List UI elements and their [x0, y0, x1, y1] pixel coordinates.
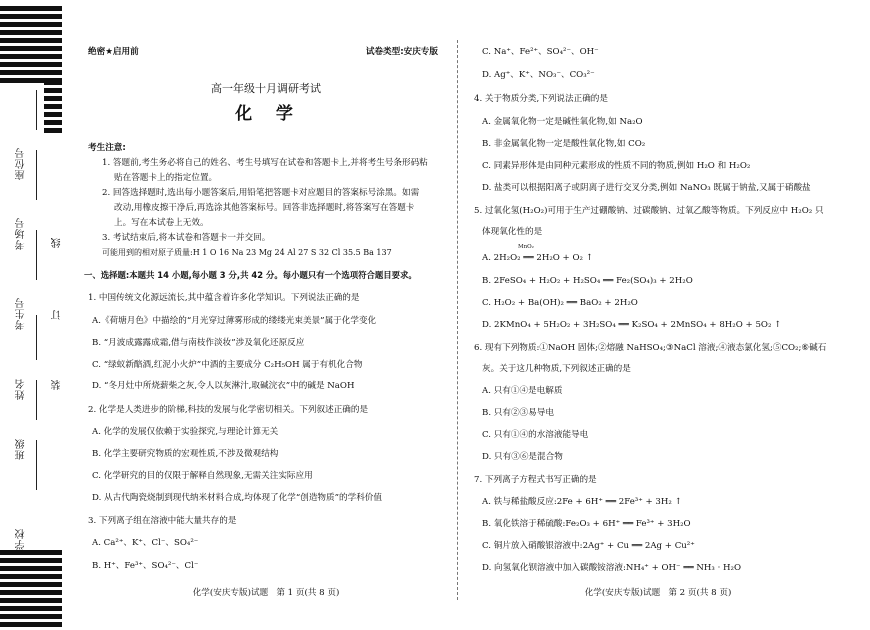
q6-option-a: A. 只有①④是电解质: [482, 386, 563, 396]
q1-option-c: C. “绿蚁新醅酒,红泥小火炉”中酒的主要成分 C₂H₅OH 属于有机化合物: [92, 360, 363, 370]
binding-bar: [0, 62, 62, 67]
q2-option-c: C. 化学研究的目的仅限于解释自然现象,无需关注实际应用: [92, 471, 313, 481]
binding-bar: [0, 558, 62, 563]
field-room-no: 考场号: [16, 217, 27, 250]
q6-option-b: B. 只有②③易导电: [482, 408, 554, 418]
binding-bar: [0, 574, 62, 579]
q3-option-a: A. Ca²⁺、K⁺、Cl⁻、SO₄²⁻: [92, 538, 199, 548]
q5-option-c: C. H₂O₂ + Ba(OH)₂ ══ BaO₂ + 2H₂O: [482, 298, 638, 308]
question-6-stem: 6. 现有下列物质:①NaOH 固体;②熔融 NaHSO₄;③NaCl 溶液;④液态氯化氢;⑤CO₂;⑥碱石: [474, 343, 827, 353]
question-5-stem-cont: 体现氧化性的是: [482, 227, 543, 237]
q4-option-b: B. 非金属氧化物一定是酸性氧化物,如 CO₂: [482, 139, 646, 149]
binding-bar: [44, 104, 62, 109]
binding-bar: [44, 120, 62, 125]
q5-option-b: B. 2FeSO₄ + H₂O₂ + H₂SO₄ ══ Fe₂(SO₄)₃ + 2H₂O: [482, 276, 693, 286]
field-seat-no: 座位号: [16, 147, 27, 180]
q4-option-a: A. 金属氧化物一定是碱性氧化物,如 Na₂O: [482, 117, 643, 127]
note-line: 2. 回答选择题时,选出每小题答案后,用铅笔把答题卡对应题目的答案标号涂黑。如需: [102, 188, 420, 198]
note-line: 改动,用橡皮擦干净后,再选涂其他答案标号。回答非选择题时,将答案写在答题卡: [114, 203, 415, 213]
q1-option-b: B. “月波成露露成霜,借与南枝作淡妆”涉及氧化还原反应: [92, 338, 305, 348]
question-6-stem-cont: 灰。关于这几种物质,下列叙述正确的是: [482, 364, 631, 374]
binding-bar: [0, 70, 62, 75]
q5-option-a: A. 2H₂O₂ ══ 2H₂O + O₂ ↑: [482, 253, 593, 263]
q6-option-c: C. 只有①④的水溶液能导电: [482, 430, 589, 440]
page-2-footer: 化学(安庆专版)试题 第 2 页(共 8 页): [584, 588, 732, 598]
q4-option-d: D. 盐类可以根据阳离子或阴离子进行交叉分类,例如 NaNO₃ 既属于钠盐,又属于硝酸盐: [482, 183, 811, 193]
q2-option-b: B. 化学主要研究物质的宏观性质,不涉及微观结构: [92, 449, 279, 459]
section-one-heading: 一、选择题:本题共 14 小题,每小题 3 分,共 42 分。每小题只有一个选项符合题目要求。: [84, 270, 417, 280]
binding-bar: [0, 54, 62, 59]
q3-option-b: B. H⁺、Fe³⁺、SO₄²⁻、Cl⁻: [92, 561, 199, 571]
q5-catalyst-label: MnO₂: [518, 244, 534, 250]
q7-option-a: A. 铁与稀盐酸反应:2Fe + 6H⁺ ══ 2Fe³⁺ + 3H₂ ↑: [482, 497, 682, 507]
q3-option-d: D. Ag⁺、K⁺、NO₃⁻、CO₃²⁻: [482, 70, 595, 80]
binding-bar: [0, 622, 62, 627]
question-7-stem: 7. 下列离子方程式书写正确的是: [474, 475, 597, 485]
fold-mark-ding: 订: [52, 310, 63, 320]
atomic-masses: 可能用到的相对原子质量:H 1 O 16 Na 23 Mg 24 Al 27 S 32 Cl 35.5 Ba 137: [102, 248, 392, 257]
binding-bar: [0, 46, 62, 51]
notes-title: 考生注意:: [88, 143, 126, 153]
paper-type-label: 试卷类型:安庆专版: [365, 47, 438, 57]
binding-bar: [44, 112, 62, 117]
binding-bar: [0, 30, 62, 35]
q5-option-d: D. 2KMnO₄ + 5H₂O₂ + 3H₂SO₄ ══ K₂SO₄ + 2MnSO₄ + 8H₂O + 5O₂ ↑: [482, 320, 782, 330]
binding-bar: [44, 128, 62, 133]
binding-bar: [44, 88, 62, 93]
field-school: 学校: [16, 528, 27, 550]
binding-bar: [0, 550, 62, 555]
note-line: 1. 答题前,考生务必将自己的姓名、考生号填写在试卷和答题卡上,并将考生号条形码粘: [102, 158, 428, 168]
question-4-stem: 4. 关于物质分类,下列说法正确的是: [474, 94, 608, 104]
binding-bar: [0, 566, 62, 571]
binding-bar: [0, 614, 62, 619]
question-1-stem: 1. 中国传统文化源远流长,其中蕴含着许多化学知识。下列说法正确的是: [88, 293, 360, 303]
fold-mark-zhuang: 装: [52, 380, 63, 390]
note-line: 贴在答题卡上的指定位置。: [114, 173, 218, 183]
page-divider: [457, 40, 458, 600]
question-3-stem: 3. 下列离子组在溶液中能大量共存的是: [88, 516, 237, 526]
subject-title: 化 学: [235, 104, 297, 124]
question-2-stem: 2. 化学是人类进步的阶梯,科技的发展与化学密切相关。下列叙述正确的是: [88, 405, 369, 415]
q7-option-b: B. 氧化铁溶于稀硫酸:Fe₂O₃ + 6H⁺ ══ Fe³⁺ + 3H₂O: [482, 519, 691, 529]
q1-option-a: A.《荷塘月色》中描绘的“月光穿过薄雾形成的缕缕光束美景”属于化学变化: [92, 316, 377, 326]
binding-bar: [44, 96, 62, 101]
binding-bar: [0, 606, 62, 611]
note-line: 上。写在本试卷上无效。: [114, 218, 209, 228]
binding-bar: [0, 590, 62, 595]
secret-label: 绝密★启用前: [88, 47, 139, 57]
binding-bar: [44, 80, 62, 85]
q3-option-c: C. Na⁺、Fe²⁺、SO₄²⁻、OH⁻: [482, 47, 599, 57]
field-seat-no-line: [36, 90, 37, 130]
q7-option-c: C. 铜片放入硝酸银溶液中:2Ag⁺ + Cu ══ 2Ag + Cu²⁺: [482, 541, 695, 551]
field-class: 班级: [16, 438, 27, 460]
page-1-footer: 化学(安庆专版)试题 第 1 页(共 8 页): [192, 588, 340, 598]
q4-option-c: C. 同素异形体是由同种元素形成的性质不同的物质,例如 H₂O 和 H₂O₂: [482, 161, 751, 171]
q7-option-d: D. 向氢氧化钡溶液中加入碳酸铵溶液:NH₄⁺ + OH⁻ ══ NH₃ · H₂O: [482, 563, 742, 573]
exam-title: 高一年级十月调研考试: [211, 82, 321, 95]
q1-option-d: D. “冬月灶中所烧薪柴之灰,令人以灰淋汁,取碱浣衣”中的碱是 NaOH: [92, 381, 355, 391]
binding-bar: [0, 6, 62, 11]
q2-option-a: A. 化学的发展仅依赖于实验探究,与理论计算无关: [92, 427, 279, 437]
binding-bar: [0, 38, 62, 43]
field-name: 姓名: [16, 378, 27, 400]
q6-option-d: D. 只有③⑥是混合物: [482, 452, 563, 462]
binding-bar: [0, 598, 62, 603]
fold-mark-xian: 线: [52, 238, 63, 248]
q2-option-d: D. 从古代陶瓷烧制到现代纳米材料合成,均体现了化学“创造物质”的学科价值: [92, 493, 382, 503]
binding-bar: [0, 22, 62, 27]
binding-bar: [0, 582, 62, 587]
binding-bar: [0, 14, 62, 19]
note-line: 3. 考试结束后,将本试卷和答题卡一并交回。: [102, 233, 271, 243]
field-candidate-no: 考生号: [16, 297, 27, 330]
question-5-stem: 5. 过氧化氢(H₂O₂)可用于生产过硼酸钠、过碳酸钠、过氧乙酸等物质。下列反应中 H₂O₂ 只: [474, 206, 824, 216]
